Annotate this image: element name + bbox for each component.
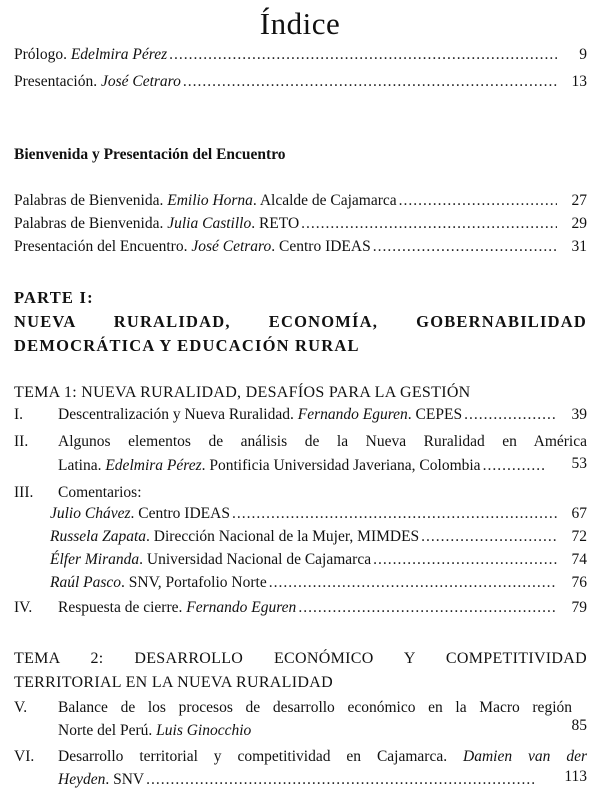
entry-affiliation: . Pontificia Universidad Javeriana, Colombia <box>201 457 481 474</box>
part-title-line2: DEMOCRÁTICA Y EDUCACIÓN RURAL <box>14 336 360 355</box>
entry-affiliation: . RETO <box>251 215 300 232</box>
item-number: IV. <box>14 599 33 616</box>
toc-entry-zapata[interactable] <box>50 527 587 547</box>
entry-author: José Cetraro <box>191 238 272 255</box>
toc-entry-vi-line1[interactable] <box>58 747 587 767</box>
leader-dots <box>483 456 546 476</box>
entry-text: Desarrollo territorial y competitividad en Cajamarca. <box>58 748 464 765</box>
toc-entry-v-line2[interactable] <box>58 721 587 741</box>
toc-entry-miranda[interactable] <box>50 550 587 570</box>
page-number: 72 <box>571 528 587 545</box>
entry-author: Emilio Horna <box>167 192 253 209</box>
entry-affiliation: . SNV <box>105 771 145 788</box>
page-number: 67 <box>571 505 587 522</box>
entry-author: José Cetraro <box>100 73 181 90</box>
page-number: 27 <box>571 192 587 209</box>
entry-affiliation: . Centro IDEAS <box>130 505 230 522</box>
entry-author: Fernando Eguren <box>186 599 297 616</box>
page-number: 53 <box>571 455 587 472</box>
entry-author: Julia Castillo <box>167 215 252 232</box>
entry-text: Prólogo. <box>14 46 71 63</box>
page-number: 113 <box>564 768 587 785</box>
entry-text: Norte del Perú. <box>58 722 157 739</box>
comentarios-label: Comentarios: <box>58 484 142 501</box>
entry-author: Heyden <box>58 771 106 788</box>
entry-text: Palabras de Bienvenida. <box>14 192 168 209</box>
entry-author: Fernando Eguren <box>297 406 408 423</box>
leader-dots <box>301 214 557 234</box>
leader-dots <box>373 550 557 570</box>
leader-dots <box>399 191 557 211</box>
page-number: 76 <box>571 574 587 591</box>
page-number: 9 <box>579 46 587 63</box>
leader-dots <box>373 237 557 257</box>
toc-entry-i[interactable] <box>58 405 587 425</box>
leader-dots <box>298 598 557 618</box>
tema1-title: TEMA 1: NUEVA RURALIDAD, DESAFÍOS PARA LA GESTIÓN <box>14 384 471 401</box>
entry-text: Latina. <box>58 457 106 474</box>
entry-author: Russela Zapata <box>50 528 147 545</box>
toc-entry-chavez[interactable] <box>50 504 587 524</box>
page-number: 74 <box>571 551 587 568</box>
toc-entry-pasco[interactable] <box>50 573 587 593</box>
leader-dots <box>232 504 557 524</box>
page-number: 13 <box>571 73 587 90</box>
item-number: V. <box>14 699 28 716</box>
entry-text: Presentación. <box>14 73 101 90</box>
entry-affiliation: . Dirección Nacional de la Mujer, MIMDES <box>146 528 420 545</box>
toc-entry-bienvenida-castillo[interactable] <box>14 214 587 234</box>
leader-dots <box>183 72 557 92</box>
leader-dots <box>169 45 557 65</box>
entry-author: Élfer Miranda <box>50 551 140 568</box>
page-number: 85 <box>571 717 587 734</box>
entry-affiliation: . Alcalde de Cajamarca <box>252 192 397 209</box>
entry-affiliation: . CEPES <box>407 406 463 423</box>
item-number: VI. <box>14 748 35 765</box>
entry-affiliation: . Universidad Nacional de Cajamarca <box>139 551 372 568</box>
entry-affiliation: . SNV, Portafolio Norte <box>121 574 267 591</box>
toc-entry-ii-line2[interactable] <box>58 456 548 476</box>
page-number: 79 <box>571 599 587 616</box>
toc-entry-iv[interactable] <box>58 598 587 618</box>
entry-text: Descentralización y Nueva Ruralidad. <box>58 406 298 423</box>
toc-entry-prologo[interactable] <box>14 45 587 65</box>
page-number: 29 <box>571 215 587 232</box>
entry-author: Edelmira Pérez <box>105 457 202 474</box>
item-number: II. <box>14 433 29 450</box>
toc-entry-presentacion-encuentro[interactable] <box>14 237 587 257</box>
leader-dots <box>421 527 557 547</box>
tema2-title-line2: TERRITORIAL EN LA NUEVA RURALIDAD <box>14 674 333 691</box>
entry-author: Luis Ginocchio <box>156 722 252 739</box>
leader-dots <box>269 573 557 593</box>
leader-dots <box>464 405 557 425</box>
tema2-title-line1: TEMA 2: DESARROLLO ECONÓMICO Y COMPETITIVIDAD <box>14 650 587 667</box>
entry-author: Edelmira Pérez <box>70 46 168 63</box>
section-title-bienvenida: Bienvenida y Presentación del Encuentro <box>14 146 286 163</box>
part-label: PARTE I: <box>14 288 94 307</box>
part-title-line1: NUEVA RURALIDAD, ECONOMÍA, GOBERNABILIDAD <box>14 312 587 331</box>
page-number: 39 <box>571 406 587 423</box>
item-number: I. <box>14 406 24 423</box>
toc-entry-presentacion[interactable] <box>14 72 587 92</box>
entry-text: Respuesta de cierre. <box>58 599 187 616</box>
leader-dots <box>146 770 536 790</box>
entry-text: Palabras de Bienvenida. <box>14 215 168 232</box>
entry-author: Raúl Pasco <box>50 574 122 591</box>
entry-author: Julio Chávez <box>50 505 131 522</box>
page-title: Índice <box>259 6 341 41</box>
entry-affiliation: . Centro IDEAS <box>271 238 371 255</box>
toc-entry-bienvenida-horna[interactable] <box>14 191 587 211</box>
entry-text: Presentación del Encuentro. <box>14 238 192 255</box>
entry-author: Damien van der <box>463 748 587 765</box>
toc-entry-vi-line2[interactable] <box>58 770 538 790</box>
toc-entry-v-line1[interactable]: Balance de los procesos de desarrollo económico en la Macro región <box>58 699 572 716</box>
page-number: 31 <box>571 238 587 255</box>
toc-entry-ii-line1[interactable]: Algunos elementos de análisis de la Nueva Ruralidad en América <box>58 433 587 450</box>
item-number: III. <box>14 484 34 501</box>
